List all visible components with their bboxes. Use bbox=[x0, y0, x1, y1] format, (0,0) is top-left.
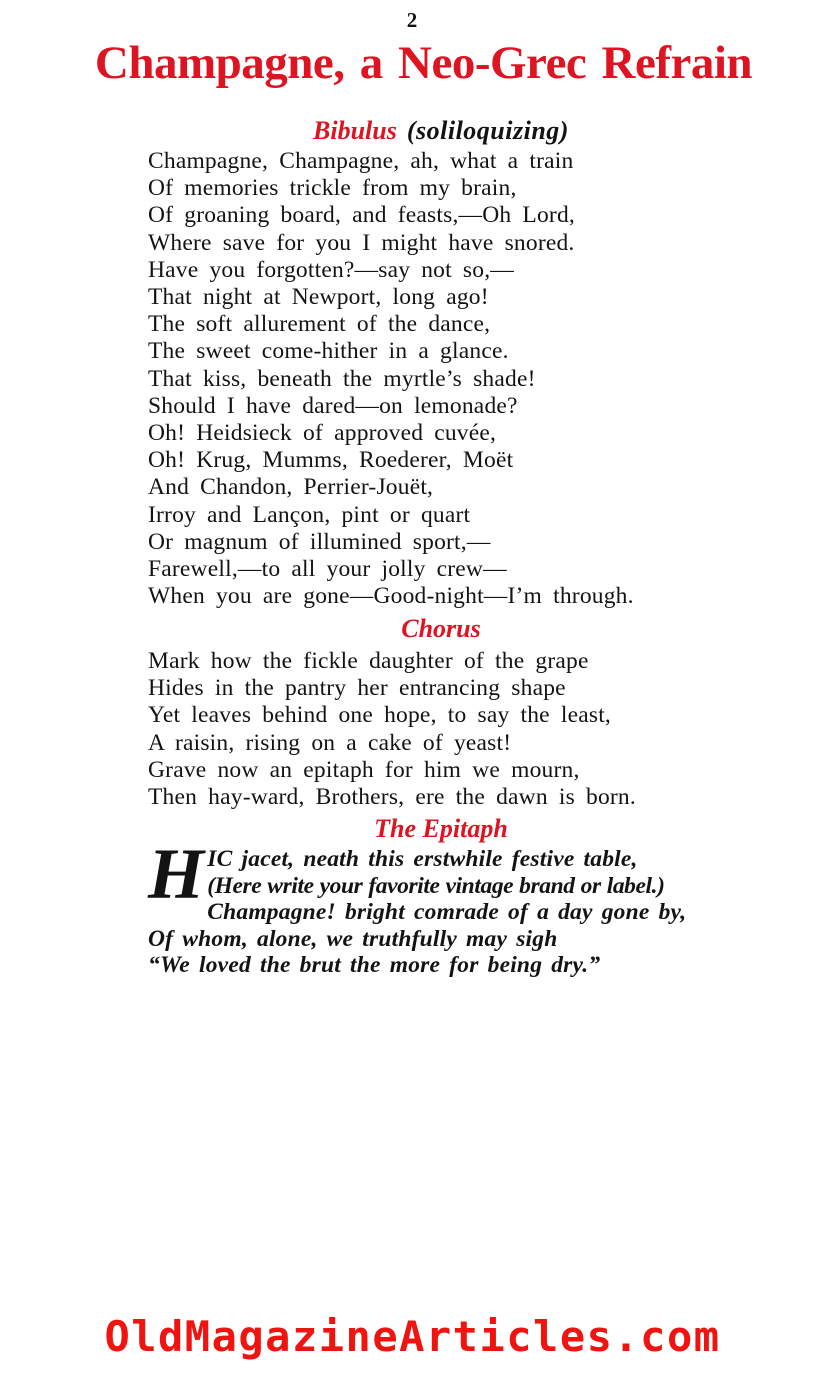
poem-line: “We loved the brut the more for being dry.” bbox=[148, 952, 601, 978]
poem-line: That night at Newport, long ago! bbox=[148, 284, 489, 311]
poem-line: And Chandon, Perrier-Jouët, bbox=[148, 474, 434, 501]
article-title: Champagne, a Neo-Grec Refrain bbox=[94, 37, 753, 89]
speaker-name: The Epitaph bbox=[374, 814, 508, 843]
poem-line: Mark how the fickle daughter of the grape bbox=[148, 648, 589, 674]
watermark-site-name: OldMagazineArticles.com bbox=[104, 1312, 721, 1361]
poem-line: Or magnum of illumined sport,— bbox=[148, 528, 491, 555]
poem-line: Of groaning board, and feasts,—Oh Lord, bbox=[148, 202, 575, 229]
section-header-chorus bbox=[148, 614, 734, 644]
poem-stanza-chorus bbox=[148, 648, 636, 811]
poem-line: The sweet come-hither in a glance. bbox=[148, 338, 509, 365]
poem-line: (Here write your favorite vintage brand or label.) bbox=[207, 872, 665, 899]
poem-line: Where save for you I might have snored. bbox=[148, 229, 575, 256]
poem-line: Grave now an epitaph for him we mourn, bbox=[148, 756, 580, 783]
poem-line: That kiss, beneath the myrtle’s shade! bbox=[148, 365, 536, 392]
section-header-bibulus bbox=[148, 116, 734, 146]
page-number: 2 bbox=[406, 8, 419, 32]
poem-line: Should I have dared—on lemonade? bbox=[148, 392, 518, 419]
poem-line: Have you forgotten?—say not so,— bbox=[148, 256, 515, 283]
poem-line: Yet leaves behind one hope, to say the least, bbox=[148, 702, 611, 729]
poem-line: Farewell,—to all your jolly crew— bbox=[148, 556, 507, 583]
poem-line: Oh! Krug, Mumms, Roederer, Moët bbox=[148, 447, 514, 474]
speaker-name: Bibulus bbox=[313, 116, 397, 145]
poem-line: IC jacet, neath this erstwhile festive table, bbox=[207, 846, 638, 872]
poem-line: Hides in the pantry her entrancing shape bbox=[148, 675, 566, 702]
stage-direction: (soliloquizing) bbox=[406, 116, 569, 145]
section-header-epitaph bbox=[148, 814, 734, 844]
poem-line: Champagne! bright comrade of a day gone by, bbox=[207, 899, 687, 925]
poem-line: A raisin, rising on a cake of yeast! bbox=[148, 729, 512, 756]
drop-cap-letter: H bbox=[148, 834, 205, 914]
speaker-name: Chorus bbox=[401, 614, 481, 643]
poem-line: Champagne, Champagne, ah, what a train bbox=[148, 148, 574, 174]
poem-line: Irroy and Lançon, pint or quart bbox=[148, 501, 471, 528]
poem-line: Of whom, alone, we truthfully may sigh bbox=[148, 925, 558, 952]
poem-stanza-bibulus bbox=[148, 148, 634, 610]
poem-line: Then hay-ward, Brothers, ere the dawn is born. bbox=[148, 784, 636, 811]
poem-line: When you are gone—Good-night—I’m through. bbox=[148, 583, 634, 610]
poem-line: The soft allurement of the dance, bbox=[148, 311, 491, 338]
poem-line: Oh! Heidsieck of approved cuvée, bbox=[148, 420, 497, 447]
poem-stanza-epitaph bbox=[148, 834, 687, 979]
poem-line: Of memories trickle from my brain, bbox=[148, 175, 517, 202]
